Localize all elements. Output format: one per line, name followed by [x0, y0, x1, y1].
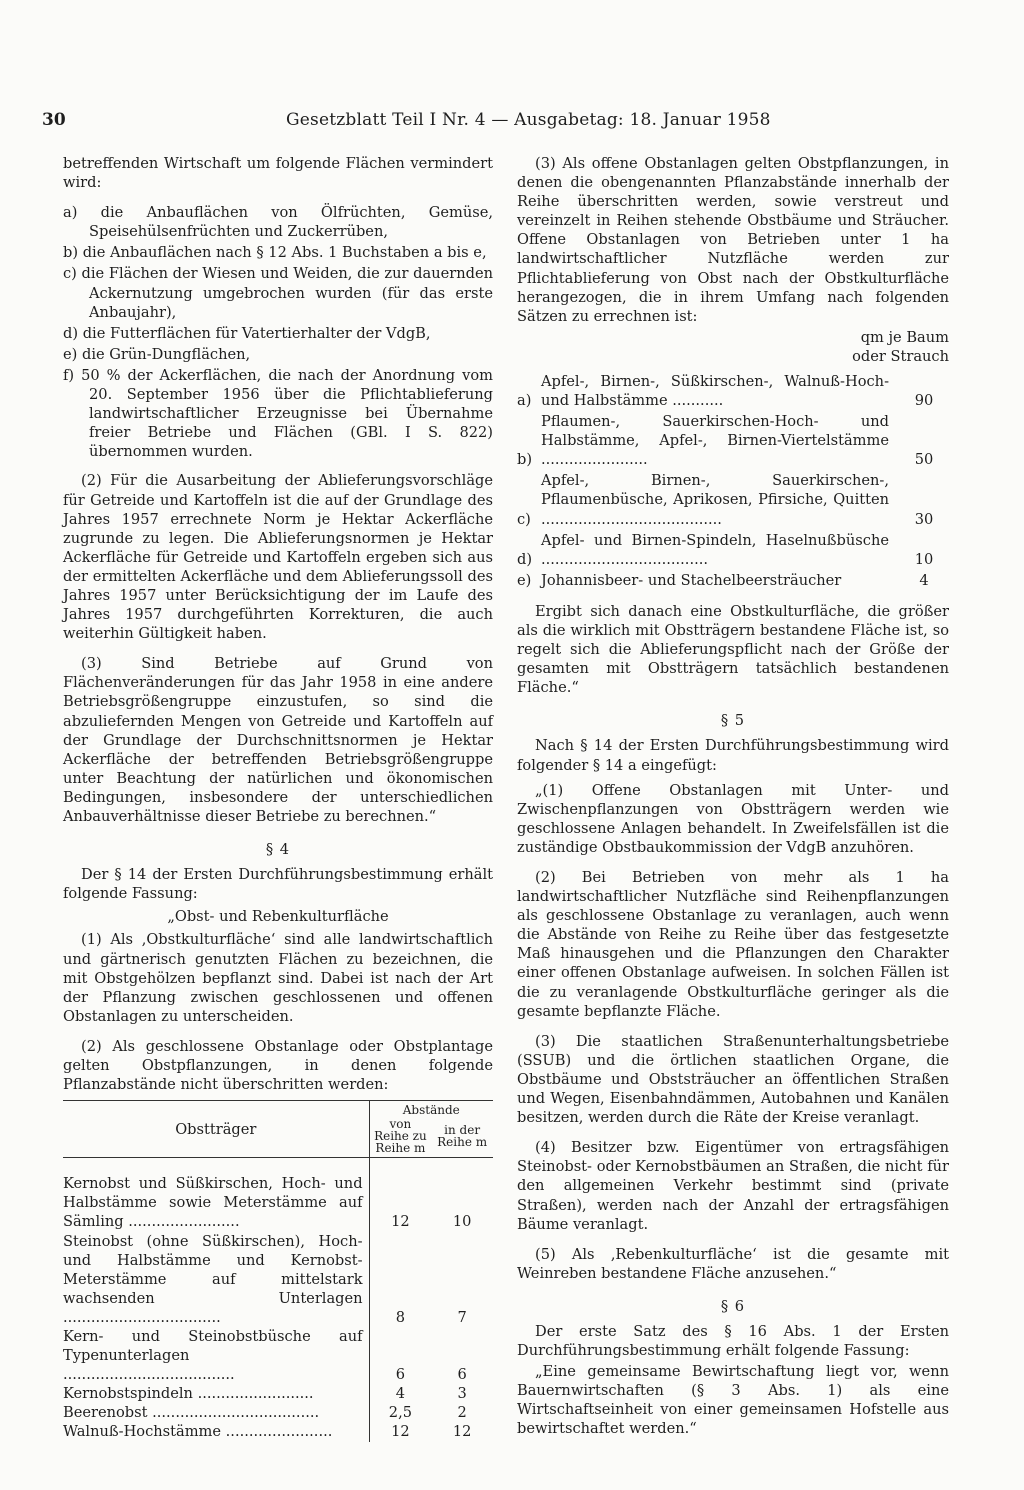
- section-4-paragraph-1: (1) Als ‚Obstkulturfläche‘ sind alle landwirtschaftlich und gärtnerisch genutzten Flächen zu bezeichnen, die mit Obstgehölzen bepflanzt sind. Dabei ist nach der Art der Pflanzung zwischen geschlossenen und offenen Obstanlagen zu unterscheiden.: [63, 931, 493, 1025]
- gazette-title: Gesetzblatt Teil I Nr. 4 — Ausgabetag: 18. Januar 1958: [286, 110, 771, 130]
- orchard-area-paragraph: Ergibt sich danach eine Obstkulturfläche, die größer als die wirklich mit Obstträgern bestandene Fläche ist, so regelt sich die Ablieferungspflicht nach der Größe der gesamten mit Obstträgern tatsächlich bestandenen Fläche.“: [517, 602, 949, 697]
- page-header: [42, 106, 802, 134]
- table-row: Beerenobst .................................... 2,5 2: [63, 1404, 467, 1422]
- column-header-tree: Obstträger: [63, 1101, 369, 1158]
- section-6-quote: „Eine gemeinsame Bewirtschaftung liegt vor, wenn Bauernwirtschaften (§ 3 Abs. 1) als eine Wirtschaftseinheit von einer gemeinsamen Hofstelle aus bewirtschaftet werden.“: [517, 1363, 949, 1438]
- paragraph-3: (3) Sind Betriebe auf Grund von Flächenveränderungen für das Jahr 1958 in eine andere Betriebsgrößengruppe einzustufen, so sind die abzuliefernden Mengen von Getreide und Kartoffeln auf der Grundlage der Durchschnittsnormen je Hektar Ackerfläche der betreffenden Betriebsgrößengruppe unter Beachtung der natürlichen und ökonomischen Bedingungen, insbesondere der unterschiedlichen Anbauverhältnisse dieser Betriebe zu berechnen.“: [63, 655, 493, 825]
- table-row: Kernobst und Süßkirschen, Hoch- und Halbstämme sowie Meterstämme auf Sämling ........................ 12 10: [63, 1158, 493, 1232]
- table-row: Walnuß-Hochstämme ....................... 12 12: [63, 1423, 472, 1441]
- page-number: 30: [42, 110, 66, 130]
- reduction-list: [63, 203, 493, 461]
- paragraph-2: (2) Für die Ausarbeitung der Ablieferungsvorschläge für Getreide und Kartoffeln ist die auf der Grundlage des Jahres 1957 errechnete Norm je Hektar Ackerfläche zugrunde zu legen. Die Ablieferungsnormen je Hektar Ackerfläche für Getreide und Kartoffeln ergeben sich aus der ermittelten Ackerfläche und dem Ablieferungssoll des Jahres 1957 unter Berücksichtigung der im Laufe des Jahres 1957 durchgeführten Korrekturen, die auch weiterhin Gültigkeit haben.: [63, 472, 493, 643]
- list-item: b) Pflaumen-, Sauerkirschen-Hoch- und Halbstämme, Apfel-, Birnen-Viertelstämme ....................... 50: [517, 413, 934, 469]
- list-item: c) Apfel-, Birnen-, Sauerkirschen-, Pflaumenbüsche, Aprikosen, Pfirsiche, Quitten ....................................... 30: [517, 472, 934, 528]
- left-column: [63, 154, 493, 1442]
- intro-text: betreffenden Wirtschaft um folgende Flächen vermindert wird:: [63, 155, 493, 192]
- list-item: d) Apfel- und Birnen-Spindeln, Haselnußbüsche .................................... 10: [517, 531, 934, 568]
- section-4-heading: § 4: [265, 841, 291, 859]
- section-6-heading: § 6: [720, 1297, 746, 1315]
- table-row: Kernobstspindeln ......................... 4 3: [63, 1385, 467, 1403]
- section-4-paragraph-2: (2) Als geschlossene Obstanlage oder Obstplantage gelten Obstpflanzungen, in denen folgende Pflanzabstände nicht überschritten werden:: [63, 1037, 493, 1094]
- table-row: Kern- und Steinobstbüsche auf Typenunterlagen ..................................... 6 6: [63, 1327, 467, 1384]
- list-item: e) Johannisbeer- und Stachelbeersträucher 4: [517, 571, 929, 589]
- open-orchards-paragraph: (3) Als offene Obstanlagen gelten Obstpflanzungen, in denen die obengenannten Pflanzabstände innerhalb der Reihe überschritten werden, sowie verstreut und vereinzelt in Reihen stehende Obstbäume und Sträucher. Offene Obstanlagen von Betrieben unter 1 ha landwirtschaftlicher Nutzfläche werden zur Pflichtablieferung von Obst nach der Obstkulturfläche herangezogen, die in ihrem Umfang nach folgenden Sätzen zu errechnen ist:: [517, 155, 949, 325]
- column-header-row-distance: von Reihe zu Reihe m: [369, 1117, 431, 1158]
- list-item: f) 50 % der Ackerflächen, die nach der Anordnung vom 20. September 1956 über die Pflichtablieferung landwirtschaftlicher Erzeugnisse bei Übernahme freier Betriebe und Flächen (GBl. I S. 822) übernommen wurden.: [63, 366, 494, 461]
- right-column: [517, 154, 949, 1450]
- section-4-intro: Der § 14 der Ersten Durchführungsbestimmung erhält folgende Fassung:: [63, 866, 493, 903]
- section-5-paragraph-1: „(1) Offene Obstanlagen mit Unter- und Zwischenpflanzungen von Obstträgern werden wie geschlossene Anlagen behandelt. In Zweifelsfällen ist die zuständige Obstbaukommission der VdgB anzuhören.: [517, 781, 949, 856]
- rates-column-header: qm je Baum oder Strauch: [852, 328, 949, 365]
- list-item: c) die Flächen der Wiesen und Weiden, die zur dauernden Ackernutzung umgebrochen wurden (für das erste Anbaujahr),: [63, 265, 493, 321]
- list-item: b) die Anbauflächen nach § 12 Abs. 1 Buchstaben a bis e,: [63, 244, 487, 262]
- list-item: d) die Futterflächen für Vatertierhalter der VdgB,: [63, 324, 431, 342]
- list-item: a) die Anbauflächen von Ölfrüchten, Gemüse, Speisehülsenfrüchten und Zuckerrüben,: [63, 204, 494, 241]
- list-item: e) die Grün-Dungflächen,: [63, 345, 251, 363]
- section-6-intro: Der erste Satz des § 16 Abs. 1 der Ersten Durchführungsbestimmung erhält folgende Fassung:: [517, 1322, 949, 1360]
- section-5-paragraph-3: (3) Die staatlichen Straßenunterhaltungsbetriebe (SSUB) und die örtlichen staatlichen Organe, die Obstbäume und Obststräucher an öffentlichen Straßen und Wegen, Eisenbahndämmen, Autobahnen und Kanälen besitzen, werden durch die Räte der Kreise veranlagt.: [517, 1032, 949, 1127]
- section-5-heading: § 5: [720, 712, 746, 730]
- spacing-table: [63, 1100, 493, 1441]
- table-row: Steinobst (ohne Süßkirschen), Hoch- und Halbstämme und Kernobst-Meterstämme auf mittelstark wachsenden Unterlagen .................................. 8 7: [63, 1232, 467, 1326]
- rates-list: [517, 372, 949, 590]
- list-item: a) Apfel-, Birnen-, Süßkirschen-, Walnuß-Hoch- und Halbstämme ........... 90: [517, 372, 934, 409]
- column-header-group: Abstände: [369, 1101, 493, 1118]
- section-4-subtitle: „Obst- und Rebenkulturfläche: [167, 908, 389, 926]
- section-5-intro: Nach § 14 der Ersten Durchführungsbestimmung wird folgender § 14 a eingefügt:: [517, 737, 949, 774]
- section-5-paragraph-2: (2) Bei Betrieben von mehr als 1 ha landwirtschaftlicher Nutzfläche sind Reihenpflanzungen als geschlossene Obstanlage zu veranlagen, auch wenn die Abstände von Reihe zu Reihe über das festgesetzte Maß hinausgehen und die Pflanzungen den Charakter einer offenen Obstanlage aufweisen. In solchen Fällen ist die zu veranlagende Obstkulturfläche geringer als die gesamte bepflanzte Fläche.: [517, 869, 949, 1020]
- section-5-paragraph-5: (5) Als ‚Rebenkulturfläche‘ ist die gesamte mit Weinreben bestandene Fläche anzusehen.“: [517, 1245, 949, 1282]
- column-header-in-row: in der Reihe m: [431, 1117, 493, 1158]
- section-5-paragraph-4: (4) Besitzer bzw. Eigentümer von ertragsfähigen Steinobst- oder Kernobstbäumen an Straßen, die nicht für den allgemeinen Verkehr bestimmt sind (private Straßen), werden nach der Anzahl der ertragsfähigen Bäume veranlagt.: [517, 1139, 949, 1233]
